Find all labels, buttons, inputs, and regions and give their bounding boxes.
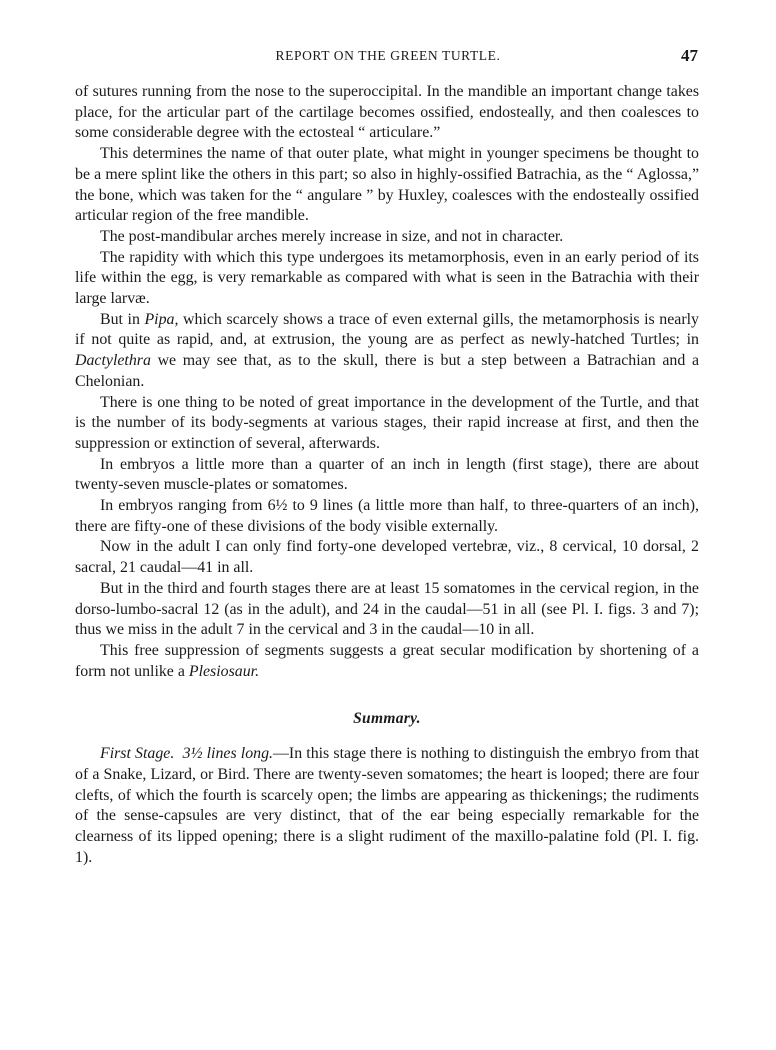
- stage-measure: 3½ lines long.: [182, 745, 274, 763]
- paragraph: The post-mandibular arches merely increase in size, and not in character.: [100, 227, 564, 245]
- paragraph: [75, 310, 699, 393]
- body-text: [75, 82, 699, 868]
- stage-label: First Stage.: [100, 745, 175, 763]
- paragraph: In embryos ranging from 6½ to 9 lines (a little more than half, to three-quarters of an inch), there are fifty-one of these divisions of the body visible externally.: [75, 497, 699, 535]
- running-title: REPORT ON THE GREEN TURTLE.: [275, 48, 501, 63]
- paragraph-text: But in: [100, 310, 145, 328]
- paragraph: Now in the adult I can only find forty-one developed vertebræ, viz., 8 cervical, 10 dorsal, 2 sacral, 21 caudal—41 in all.: [75, 538, 699, 577]
- page-number: 47: [681, 46, 698, 65]
- paragraph: [75, 641, 699, 682]
- section-heading: Summary.: [353, 710, 421, 728]
- paragraph: There is one thing to be noted of great importance in the development of the Turtle, and that is the number of its body-segments at various stages, their rapid increase at first, and then the suppression or extinction of several, afterwards.: [75, 393, 699, 452]
- taxon-name: Plesiosaur.: [188, 662, 260, 680]
- paragraph: In embryos a little more than a quarter of an inch in length (first stage), there are about twenty-seven muscle-plates or somatomes.: [75, 455, 699, 494]
- summary-paragraph: [75, 744, 699, 868]
- paragraph-text: which scarcely shows a trace of even external gills, the metamorphosis is nearly if not quite as rapid, and, at extrusion, the young are as perfect as newly-hatched Turtles; in: [75, 310, 699, 349]
- paragraph: The rapidity with which this type undergoes its metamorphosis, even in an early period of its life within the egg, is very remarkable as compared with what is seen in the Batrachia with their large larvæ.: [75, 248, 699, 308]
- running-header: [0, 46, 776, 66]
- summary-text: —In this stage there is nothing to distinguish the embryo from that of a Snake, Lizard, or Bird. There are twenty-seven somatomes; the heart is looped; there are four clefts, of which the fourth is scarcely open; the limbs are appearing as thickenings; the rudiments of the sense-capsules are very distinct, that of the ear being especially remarkable for the clearness of its lipped opening; there is a slight rudiment of the maxillo-palatine fold (Pl. I. fig. 1).: [75, 745, 700, 866]
- paragraph-text: This free suppression of segments suggests a great secular modification by shortening of a form not unlike a: [75, 641, 699, 680]
- paragraph: This determines the name of that outer plate, what might in younger specimens be thought to be a mere splint like the others in this part; so also in highly-ossified Batrachia, as the “ Aglossa,” the bone, which was taken for the “ angulare ” by Huxley, coalesces with the endosteally ossified articular region of the free mandible.: [75, 145, 699, 225]
- paragraph: of sutures running from the nose to the superoccipital. In the mandible an important change takes place, for the articular part of the cartilage becomes ossified, endosteally, and then coalesces to some considerable degree with the ectosteal “ articulare.”: [75, 83, 699, 142]
- taxon-name: Pipa,: [144, 310, 179, 328]
- taxon-name: Dactylethra: [75, 352, 151, 370]
- paragraph-text: we may see that, as to the skull, there is but a step between a Batrachian and a Chelonian.: [75, 352, 699, 390]
- paragraph: But in the third and fourth stages there are at least 15 somatomes in the cervical region, in the dorso-lumbo-sacral 12 (as in the adult), and 24 in the caudal—51 in all (see Pl. I. figs. 3 and 7); thus we miss in the adult 7 in the cervical and 3 in the caudal—10 in all.: [75, 579, 699, 639]
